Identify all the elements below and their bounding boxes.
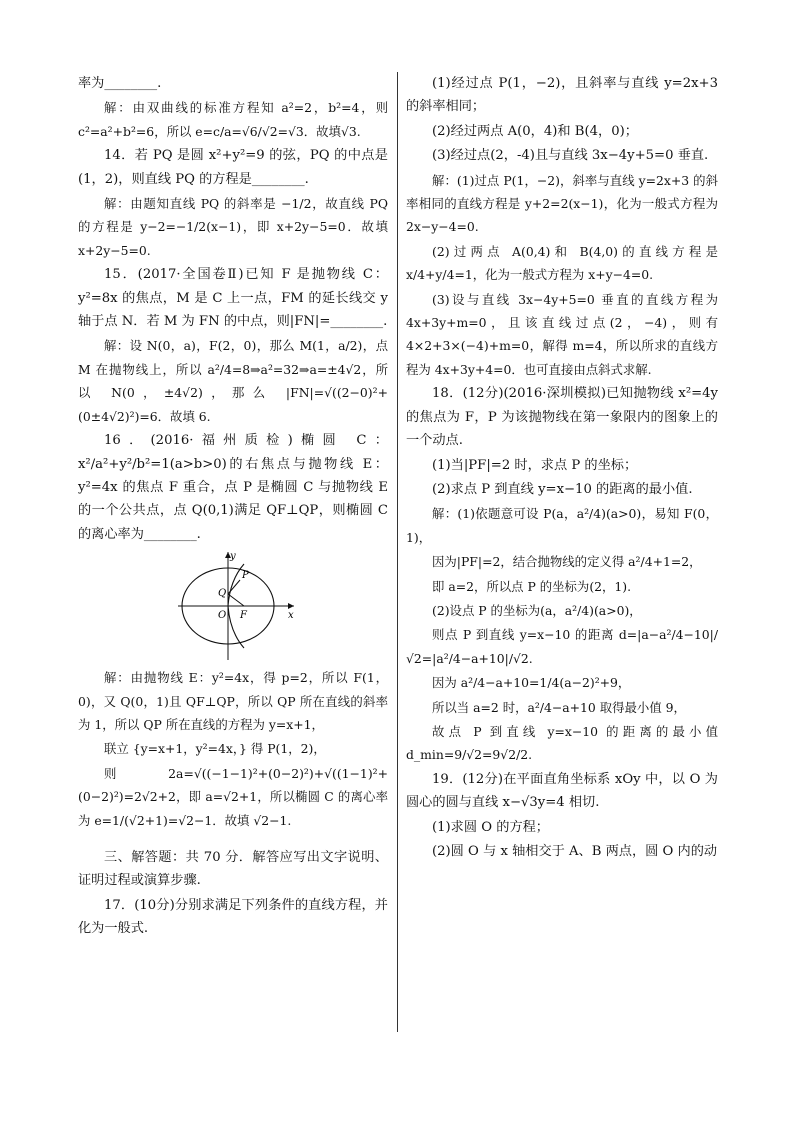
solution-18-line-7: 所以当 a=2 时，a²/4−a+10 取得最小值 9， [432, 699, 686, 715]
label-f: F [240, 610, 247, 622]
section-heading: 三、解答题：共 70 分．解答应写出文字说明、证明过程或演算步骤. [78, 849, 388, 889]
label-p: P [242, 570, 249, 582]
problem-17-part-1: (1)经过点 P(1，−2)，且斜率与直线 y=2x+3 的斜率相同； [406, 76, 718, 115]
label-q: Q [218, 588, 227, 600]
problem-17: 17．(10分)分别求满足下列条件的直线方程，并化为一般式. [78, 897, 388, 937]
problem-19-part-1: (1)求圆 O 的方程； [432, 819, 549, 835]
label-o: O [218, 610, 227, 622]
solution-17-part-1: 解：(1)过点 P(1，−2)，斜率与直线 y=2x+3 的斜率相同的直线方程是 y+2=2(x−1)，化为一般式方程为 2x−y−4=0. [406, 172, 718, 235]
problem-17-part-2: (2)经过两点 A(0，4)和 B(4，0)； [432, 123, 638, 139]
answer-line: 率为________. [78, 76, 162, 91]
problem-17-part-3: (3)经过点(2，-4)且与直线 3x−4y+5=0 垂直. [432, 148, 709, 164]
solution-18-line-1: 解：(1)依题意可设 P(a，a²/4)(a>0)，易知 F(0，1)， [406, 506, 718, 545]
solution-16-part-1: 解：由抛物线 E：y²=4x，得 p=2，所以 F(1，0)，又 Q(0，1)且 QF⊥QP，所以 QP 所在直线的斜率为 1，所以 QP 所在直线的方程为 y=x+1， [78, 670, 388, 732]
solution-18-line-4: (2)设点 P 的坐标为(a，a²/4)(a>0)， [432, 602, 642, 618]
solution-15: 解：设 N(0，a)，F(2，0)，那么 M(1，a/2)，点 M 在抛物线上，所以 a²/4=8⇒a²=32⇒a=±4√2，所以 N(0，±4√2)，那么 |FN|=√((2−0)²+(0±4√2)²)=6．故填 6. [78, 338, 388, 424]
solution-16-system: 联立 {y=x+1，y²=4x，} 得 P(1，2)， [104, 741, 326, 757]
solution-17-part-2: (2)过两点 A(0,4)和 B(4,0)的直线方程是 x/4+y/4=1，化为一般式方程为 x+y−4=0. [406, 243, 718, 283]
problem-15: 15．(2017·全国卷Ⅱ)已知 F 是抛物线 C：y²=8x 的焦点，M 是 C 上一点，FM 的延长线交 y 轴于点 N．若 M 为 FN 的中点，则|FN|=________. [78, 267, 388, 330]
solution-18-line-2: 因为|PF|=2，结合抛物线的定义得 a²/4+1=2， [432, 554, 702, 570]
solution-18-line-6: 因为 a²/4−a+10=1/4(a−2)²+9， [432, 675, 631, 691]
right-column [406, 72, 718, 864]
problem-18: 18．(12分)(2016·深圳模拟)已知抛物线 x²=4y 的焦点为 F，P 为该抛物线在第一象限内的图象上的一个动点. [406, 386, 718, 449]
problem-18-part-1: (1)当|PF|=2 时，求点 P 的坐标； [432, 457, 638, 473]
column-divider [397, 72, 398, 1032]
problem-16: 16．(2016·福州质检)椭圆 C：x²/a²+y²/b²=1(a>b>0)的右焦点与抛物线 E：y²=4x 的焦点 F 重合，点 P 是椭圆 C 与抛物线 E 的一个公共点，点 Q(0,1)满足 QF⊥QP，则椭圆 C 的离心率为________. [78, 433, 388, 542]
solution-17-part-3: (3)设与直线 3x−4y+5=0 垂直的直线方程为 4x+3y+m=0，且该直线过点(2，−4)，则有 4×2+3×(−4)+m=0，解得 m=4，所以所求的直线方程为 4x+3y+4=0．也可直接由点斜式求解. [406, 291, 718, 377]
solution-13: 解：由双曲线的标准方程知 a²=2，b²=4，则 c²=a²+b²=6，所以 e=c/a=√6/√2=√3．故填√3. [78, 100, 388, 139]
problem-14: 14．若 PQ 是圆 x²+y²=9 的弦，PQ 的中点是(1，2)，则直线 PQ 的方程是________. [78, 148, 388, 187]
solution-18-line-8: 故点 P 到直线 y=x−10 的距离的最小值 d_min=9/√2=9√2/2. [406, 723, 718, 763]
solution-16-part-2: 则 2a=√((−1−1)²+(0−2)²)+√((1−1)²+(0−2)²)=2√2+2，即 a=√2+1，所以椭圆 C 的离心率为 e=1/(√2+1)=√2−1．故填 √2−1. [78, 765, 388, 828]
label-x: x [288, 610, 294, 622]
problem-18-part-2: (2)求点 P 到直线 y=x−10 的距离的最小值. [432, 481, 693, 497]
problem-19: 19．(12分)在平面直角坐标系 xOy 中，以 O 为圆心的圆与直线 x−√3y=4 相切. [406, 771, 718, 811]
label-y: y [230, 551, 236, 563]
problem-19-part-2: (2)圆 O 与 x 轴相交于 A、B 两点，圆 O 内的动 [432, 844, 718, 859]
ellipse-parabola-figure [178, 550, 298, 662]
left-column [78, 72, 388, 942]
solution-18-line-3: 即 a=2，所以点 P 的坐标为(2，1). [432, 578, 632, 594]
solution-14: 解：由题知直线 PQ 的斜率是 −1/2，故直线 PQ 的方程是 y−2=−1/2(x−1)，即 x+2y−5=0．故填 x+2y−5=0. [78, 196, 388, 258]
solution-18-line-5: 则点 P 到直线 y=x−10 的距离 d=|a−a²/4−10|/√2=|a²/4−a+10|/√2. [406, 627, 718, 666]
